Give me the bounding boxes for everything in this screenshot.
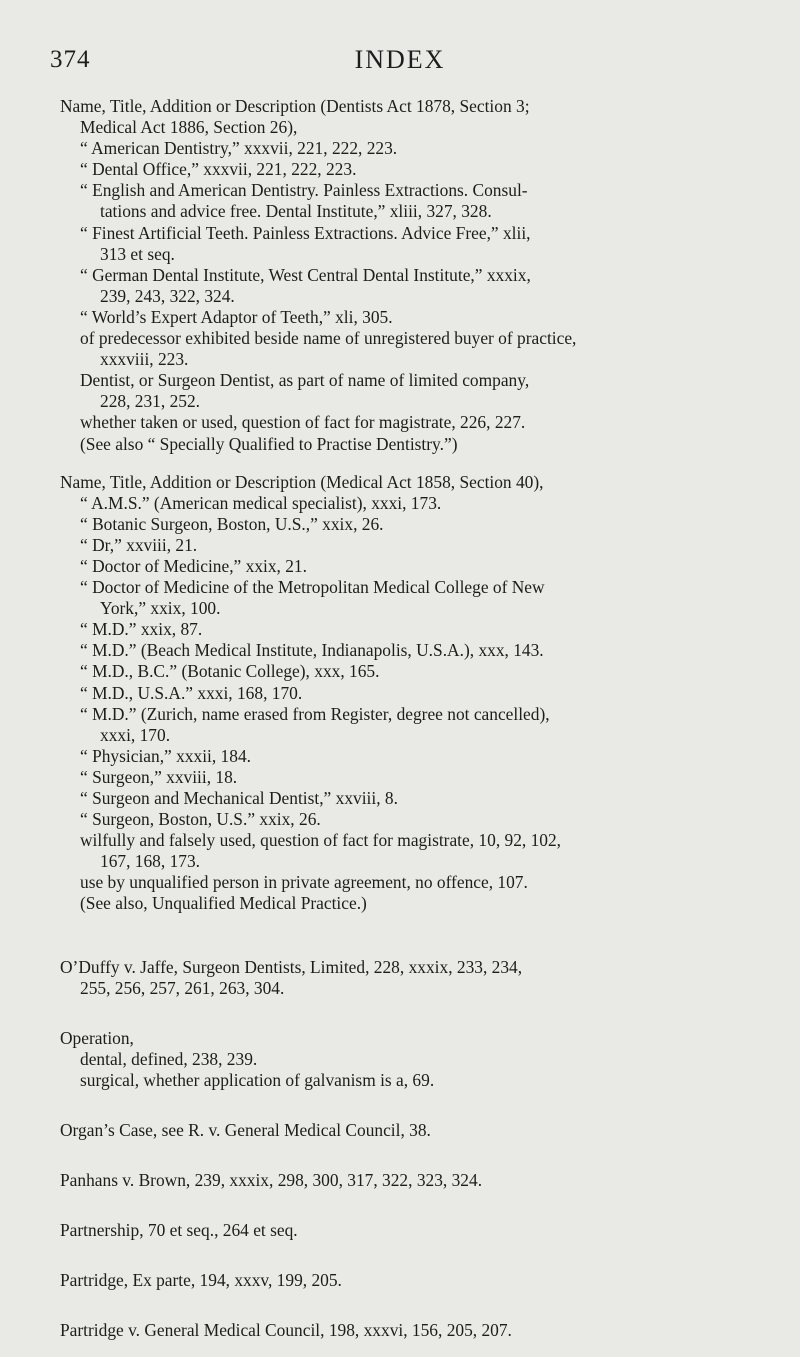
index-heading: O’Duffy v. Jaffe, Surgeon Dentists, Limited, 228, xxxix, 233, 234,: [60, 956, 523, 977]
page-header: [0, 42, 800, 82]
index-heading: Organ’s Case, see R. v. General Medical Council, 38.: [60, 1120, 431, 1141]
index-subentry: “ Surgeon, Boston, U.S.” xxix, 26.: [80, 809, 321, 830]
index-subentry: “ Botanic Surgeon, Boston, U.S.,” xxix, 26.: [80, 513, 384, 534]
index-entry: [60, 957, 772, 999]
index-heading: Name, Title, Addition or Description (Dentists Act 1878, Section 3;: [60, 96, 530, 116]
running-title: INDEX: [354, 45, 446, 74]
index-entry: [60, 1170, 772, 1191]
index-subentry: Dentist, or Surgeon Dentist, as part of name of limited company,: [80, 370, 530, 391]
index-entry: [60, 1270, 772, 1291]
index-subentry: (See also “ Specially Qualified to Practise Dentistry.”): [80, 433, 458, 454]
index-subentry: 167, 168, 173.: [100, 851, 200, 872]
index-subentry: surgical, whether application of galvanism is a, 69.: [80, 1069, 435, 1090]
index-subentry: “ English and American Dentistry. Painless Extractions. Consul-: [80, 180, 528, 201]
index-subentry: tations and advice free. Dental Institute,” xliii, 327, 328.: [100, 201, 492, 222]
index-heading: Operation,: [60, 1027, 134, 1048]
index-subentry: “ German Dental Institute, West Central Dental Institute,” xxxix,: [80, 264, 531, 285]
index-subentry: “ World’s Expert Adaptor of Teeth,” xli, 305.: [80, 306, 393, 327]
index-heading: Partridge, Ex parte, 194, xxxv, 199, 205.: [60, 1270, 342, 1291]
index-subentry: 313 et seq.: [100, 243, 175, 264]
index-subentry: “ M.D., U.S.A.” xxxi, 168, 170.: [80, 682, 303, 703]
index-entry: [60, 1028, 772, 1091]
index-entry: [60, 1120, 772, 1141]
index-subentry: 239, 243, 322, 324.: [100, 285, 235, 306]
index-subentry: “ M.D.” (Beach Medical Institute, Indianapolis, U.S.A.), xxx, 143.: [80, 640, 544, 661]
index-subentry: xxxviii, 223.: [100, 349, 189, 370]
index-subentry: “ Finest Artificial Teeth. Painless Extractions. Advice Free,” xlii,: [80, 222, 531, 243]
index-subentry: of predecessor exhibited beside name of unregistered buyer of practice,: [80, 328, 577, 349]
index-heading: Panhans v. Brown, 239, xxxix, 298, 300, 317, 322, 323, 324.: [60, 1170, 483, 1191]
index-entry: [60, 472, 772, 915]
index-subentry: “ Doctor of Medicine,” xxix, 21.: [80, 555, 307, 576]
index-subentry: “ M.D.” (Zurich, name erased from Register, degree not cancelled),: [80, 703, 550, 724]
index-subentry: “ Dr,” xxviii, 21.: [80, 534, 198, 555]
index-content: [60, 96, 772, 1342]
index-subentry: “ Surgeon and Mechanical Dentist,” xxviii, 8.: [80, 788, 398, 808]
index-subentry: “ M.D., B.C.” (Botanic College), xxx, 165.: [80, 661, 380, 682]
index-subentry: “ Surgeon,” xxviii, 18.: [80, 766, 238, 787]
index-subentry: 228, 231, 252.: [100, 391, 200, 412]
index-entry: [60, 96, 772, 455]
index-subentry: (See also, Unqualified Medical Practice.): [80, 893, 367, 914]
index-subentry: whether taken or used, question of fact for magistrate, 226, 227.: [80, 412, 526, 433]
index-subentry: “ Doctor of Medicine of the Metropolitan Medical College of New: [80, 577, 545, 598]
index-heading: Name, Title, Addition or Description (Medical Act 1858, Section 40),: [60, 471, 544, 492]
index-subentry: “ Dental Office,” xxxvii, 221, 222, 223.: [80, 159, 357, 180]
index-subentry: 255, 256, 257, 261, 263, 304.: [80, 977, 285, 998]
index-subentry: “ American Dentistry,” xxxvii, 221, 222, 223.: [80, 138, 398, 159]
index-subentry: “ A.M.S.” (American medical specialist), xxxi, 173.: [80, 492, 442, 513]
index-subentry: dental, defined, 238, 239.: [80, 1048, 258, 1069]
index-subentry: Medical Act 1886, Section 26),: [80, 117, 298, 138]
index-subentry: wilfully and falsely used, question of fact for magistrate, 10, 92, 102,: [80, 830, 562, 851]
index-heading: Partnership, 70 et seq., 264 et seq.: [60, 1220, 298, 1241]
index-subentry: use by unqualified person in private agreement, no offence, 107.: [80, 872, 528, 893]
index-entry: [60, 1220, 772, 1241]
index-heading: Partridge v. General Medical Council, 198, xxxvi, 156, 205, 207.: [60, 1320, 512, 1341]
index-entry: [60, 1320, 772, 1341]
index-subentry: York,” xxix, 100.: [100, 598, 221, 619]
index-subentry: “ Physician,” xxxii, 184.: [80, 745, 251, 766]
index-subentry: “ M.D.” xxix, 87.: [80, 619, 203, 640]
page-number: 374: [50, 46, 91, 73]
index-subentry: xxxi, 170.: [100, 724, 171, 745]
